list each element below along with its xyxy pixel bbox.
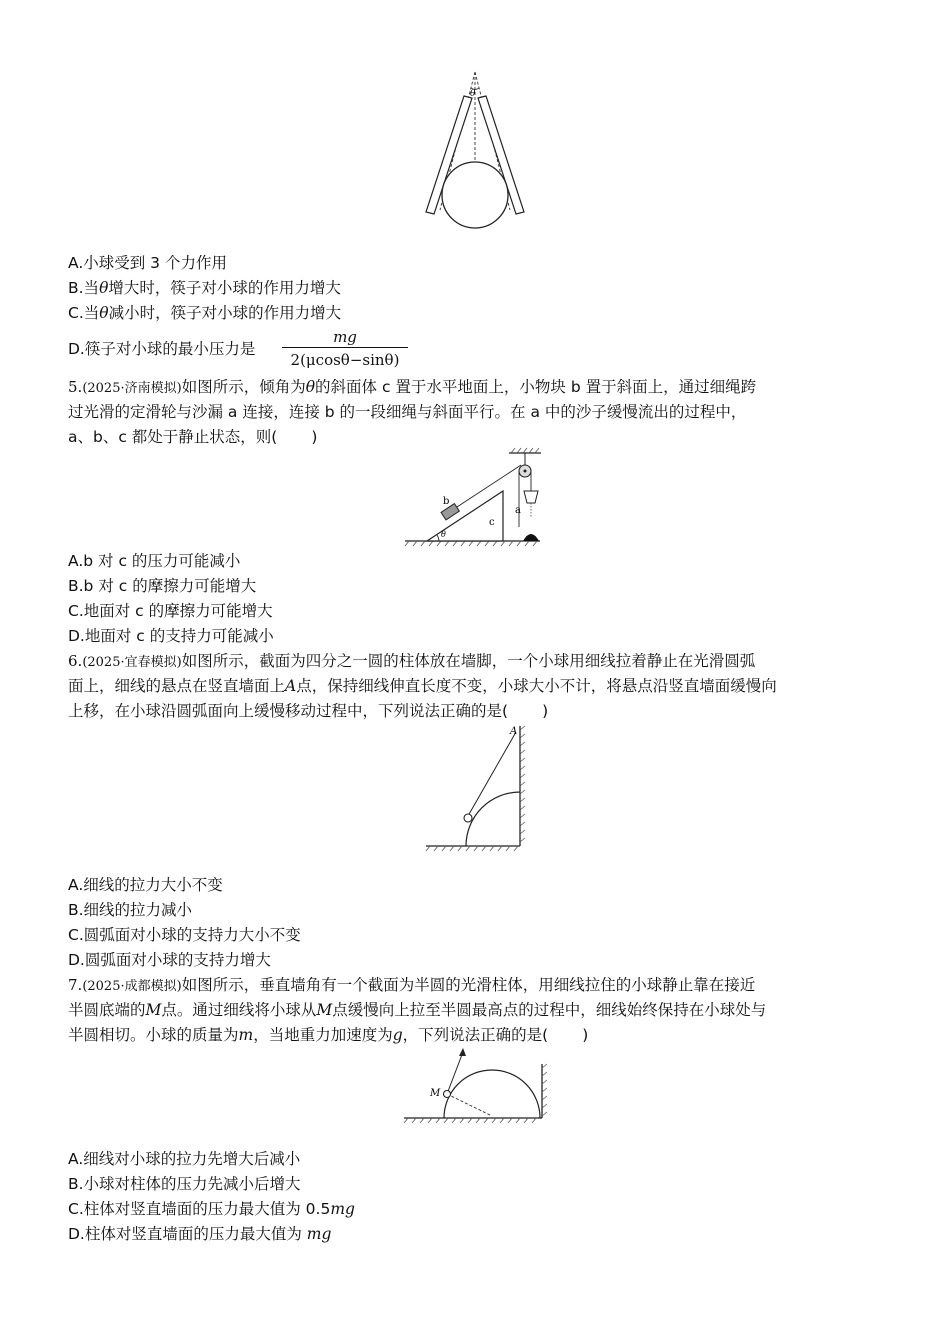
q5-stem-line2: 过光滑的定滑轮与沙漏 a 连接，连接 b 的一段细绳与斜面平行。在 a 中的沙子缓慢流出的过程中，: [68, 403, 747, 421]
q5-stem-line1: 5.(2025·济南模拟)如图所示，倾角为θ的斜面体 c 置于水平地面上，小物块 b 置于斜面上，通过细绳跨: [68, 378, 757, 396]
q5-option-b: B.b 对 c 的摩擦力可能增大: [68, 577, 257, 595]
q5-stem-line3: a、b、c 都处于静止状态，则( ): [68, 428, 318, 446]
q4-option-b: B.当θ增大时，筷子对小球的作用力增大: [68, 279, 341, 297]
half-cylinder-figure: [402, 1046, 552, 1126]
theta-label: θ: [470, 89, 476, 99]
q6-option-b: B.细线的拉力减小: [68, 901, 193, 919]
point-a-label: A: [510, 726, 518, 737]
q7-option-d: D.柱体对竖直墙面的压力最大值为 mg: [68, 1225, 332, 1243]
q6-stem-line3: 上移，在小球沿圆弧面向上缓慢移动过程中，下列说法正确的是( ): [68, 702, 549, 720]
q4-option-d-fraction: mg 2(μcosθ−sinθ): [282, 328, 408, 370]
q7-option-a: A.细线对小球的拉力先增大后减小: [68, 1150, 301, 1168]
hourglass-a-label: a: [515, 505, 521, 516]
quarter-cylinder-figure: [424, 722, 534, 852]
q5-option-c: C.地面对 c 的摩擦力可能增大: [68, 602, 273, 620]
q6-stem-line1: 6.(2025·宜春模拟)如图所示，截面为四分之一圆的柱体放在墙脚，一个小球用细线拉着静止在光滑圆弧: [68, 652, 756, 670]
q7-option-b: B.小球对柱体的压力先减小后增大: [68, 1175, 301, 1193]
q4-option-d: D.筷子对小球的最小压力是: [68, 340, 256, 358]
point-m-label: M: [430, 1088, 441, 1099]
q7-stem-line1: 7.(2025·成都模拟)如图所示，垂直墙角有一个截面为半圆的光滑柱体，用细线拉住的小球静止靠在接近: [68, 976, 756, 994]
block-b-label: b: [443, 496, 450, 507]
q6-option-a: A.细线的拉力大小不变: [68, 876, 223, 894]
q5-option-d: D.地面对 c 的支持力可能减小: [68, 627, 274, 645]
incline-theta-label: θ: [441, 530, 446, 539]
q7-stem-line3: 半圆相切。小球的质量为m，当地重力加速度为g，下列说法正确的是( ): [68, 1026, 589, 1044]
q5-option-a: A.b 对 c 的压力可能减小: [68, 552, 241, 570]
q6-option-c: C.圆弧面对小球的支持力大小不变: [68, 926, 301, 944]
q6-option-d: D.圆弧面对小球的支持力增大: [68, 951, 271, 969]
incline-pulley-figure: [405, 447, 545, 547]
q7-stem-line2: 半圆底端的M点。通过细线将小球从M点缓慢向上拉至半圆最高点的过程中，细线始终保持在小球处与: [68, 1001, 767, 1019]
q7-option-c: C.柱体对竖直墙面的压力最大值为 0.5mg: [68, 1200, 355, 1218]
q6-stem-line2: 面上，细线的悬点在竖直墙面上A点，保持细线伸直长度不变，小球大小不计，将悬点沿竖直墙面缓慢向: [68, 677, 777, 695]
incline-c-label: c: [489, 517, 495, 528]
q4-option-c: C.当θ减小时，筷子对小球的作用力增大: [68, 304, 342, 322]
chopsticks-ball-figure: [420, 70, 535, 230]
q4-option-a: A.小球受到 3 个力作用: [68, 254, 227, 272]
